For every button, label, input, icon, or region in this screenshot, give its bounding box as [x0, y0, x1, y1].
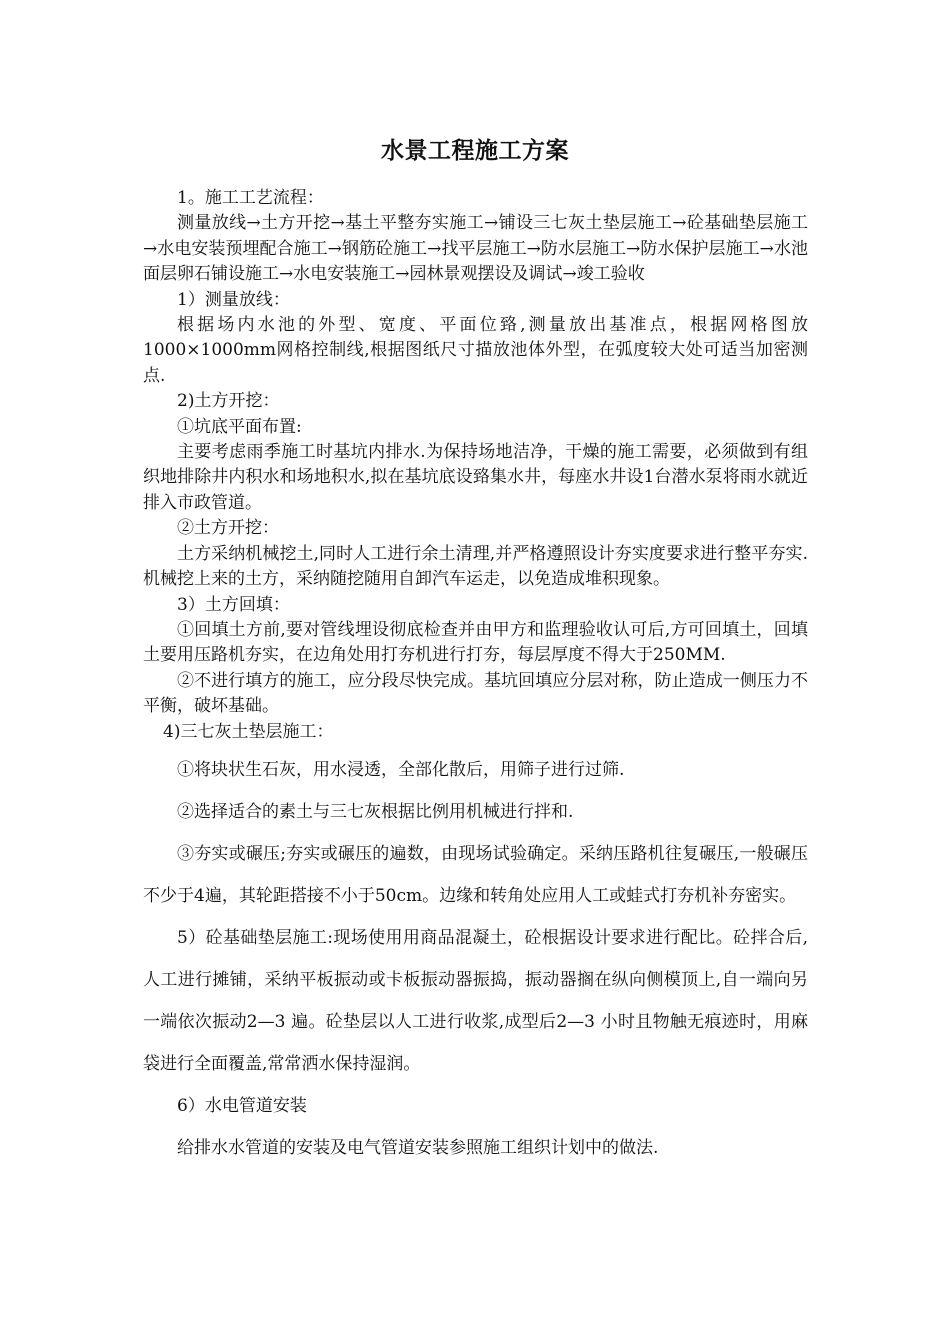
wide-spacing-section [143, 749, 808, 1169]
document-body [143, 186, 808, 1169]
step-4-item-2: ②选择适合的素土与三七灰根据比例用机械进行拌和. [177, 801, 574, 822]
step-1-heading: 1）测量放线： [177, 289, 290, 310]
step-2-heading: 2)土方开挖： [177, 391, 280, 412]
step-2-sub-2-heading: ②土方开挖： [177, 518, 279, 539]
step-1-paragraph: 根据场内水池的外型、宽度、平面位臵,测量放出基准点，根据网格图放1000×1000mm网格控制线,根据图纸尺寸描放池体外型，在弧度较大处可适当加密测点. [143, 315, 808, 386]
step-3-heading: 3）土方回填： [177, 594, 290, 615]
step-4-heading: 4)三七灰土垫层施工： [163, 721, 334, 742]
step-2-sub-1-paragraph: 主要考虑雨季施工时基坑内排水.为保持场地洁净，干燥的施工需要，必须做到有组织地排除井内积水和场地积水,拟在基坑底设臵集水井，每座水井设1台潜水泵将雨水就近排入市政管道。 [143, 442, 808, 513]
step-3-item-2: ②不进行填方的施工，应分段尽快完成。基坑回填应分层对称，防止造成一侧压力不平衡，破坏基础。 [143, 670, 808, 717]
document-title: 水景工程施工方案 [381, 138, 569, 164]
process-flow-paragraph: 测量放线→土方开挖→基土平整夯实施工→铺设三七灰土垫层施工→砼基础垫层施工→水电安装预埋配合施工→钢筋砼施工→找平层施工→防水层施工→防水保护层施工→水池面层卵石铺设施工→水电安装施工→园林景观摆设及调试→竣工验收 [143, 213, 808, 285]
step-3-item-1: ①回填土方前,要对管线埋设彻底检查并由甲方和监理验收认可后,方可回填土，回填土要用压路机夯实，在边角处用打夯机进行打夯，每层厚度不得大于250MM. [143, 619, 808, 666]
step-4-item-3: ③夯实或碾压;夯实或碾压的遍数，由现场试验确定。采纳压路机往复碾压,一般碾压不少于4遍，其轮距搭接不小于50cm。边缘和转角处应用人工或蛙式打夯机补夯密实。 [143, 843, 808, 906]
step-6-paragraph: 给排水水管道的安装及电气管道安装参照施工组织计划中的做法. [177, 1137, 659, 1158]
step-6-heading: 6）水电管道安装 [177, 1095, 307, 1116]
step-4-item-1: ①将块状生石灰，用水浸透，全部化散后，用筛子进行过筛. [177, 759, 625, 780]
section-1-heading: 1。施工工艺流程： [177, 188, 324, 208]
step-2-sub-2-paragraph: 土方采纳机械挖土,同时人工进行余土清理,并严格遵照设计夯实度要求进行整平夯实.机械挖上来的土方，采纳随挖随用自卸汽车运走，以免造成堆积现象。 [143, 543, 808, 590]
step-2-sub-1-heading: ①坑底平面布置: [177, 416, 302, 437]
step-5-paragraph: 5）砼基础垫层施工:现场使用用商品混凝土，砼根据设计要求进行配比。砼拌合后,人工进行摊铺，采纳平板振动或卡板振动器振捣，振动器搁在纵向侧模顶上,自一端向另一端依次振动2—3 遍。砼垫层以人工进行收浆,成型后2—3 小时且物触无痕迹时，用麻袋进行全面覆盖,常常洒水保持湿润。 [143, 927, 808, 1074]
